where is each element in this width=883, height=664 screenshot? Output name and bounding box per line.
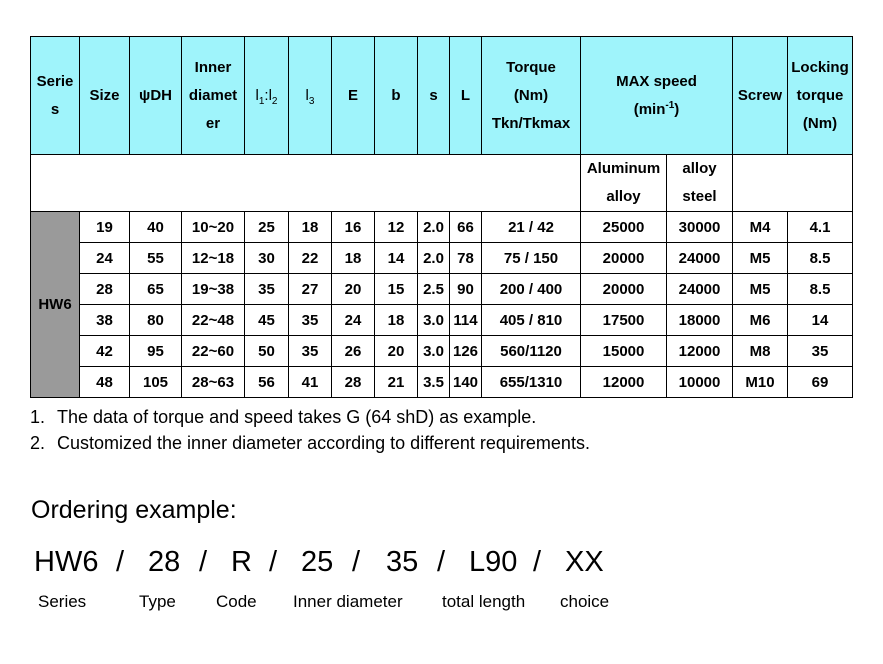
cell-b: 12 xyxy=(375,212,418,243)
cell-dh: 55 xyxy=(130,243,182,274)
cell-torque: 655/1310 xyxy=(482,367,581,398)
cell-dh: 65 xyxy=(130,274,182,305)
cell-locking: 14 xyxy=(788,305,853,336)
subheader-blank-right xyxy=(733,155,853,212)
cell-inner: 22~48 xyxy=(182,305,245,336)
code-slash: / xyxy=(533,546,542,578)
table-row xyxy=(31,274,853,305)
code-series: HW6 xyxy=(34,546,99,578)
cell-dh: 95 xyxy=(130,336,182,367)
cell-dh: 105 xyxy=(130,367,182,398)
cell-s: 2.0 xyxy=(418,243,450,274)
ordering-example-title: Ordering example: xyxy=(31,496,237,524)
cell-l3: 35 xyxy=(289,305,332,336)
cell-e: 16 xyxy=(332,212,375,243)
cell-s: 2.0 xyxy=(418,212,450,243)
cell-inner: 12~18 xyxy=(182,243,245,274)
cell-l3: 41 xyxy=(289,367,332,398)
cell-torque: 75 / 150 xyxy=(482,243,581,274)
cell-locking: 4.1 xyxy=(788,212,853,243)
cell-steel: 10000 xyxy=(667,367,733,398)
cell-b: 18 xyxy=(375,305,418,336)
cell-steel: 12000 xyxy=(667,336,733,367)
cell-size: 28 xyxy=(80,274,130,305)
header-b: b xyxy=(375,37,418,155)
cell-torque: 405 / 810 xyxy=(482,305,581,336)
note-1: 1. The data of torque and speed takes G (64 shD) as example. xyxy=(30,407,537,427)
cell-locking: 35 xyxy=(788,336,853,367)
label-choice: choice xyxy=(560,592,610,611)
code-slash: / xyxy=(437,546,446,578)
table-header-row xyxy=(31,37,853,155)
cell-l3: 18 xyxy=(289,212,332,243)
subheader-alloy-steel: alloy steel xyxy=(667,155,733,212)
table-row xyxy=(31,367,853,398)
cell-inner: 19~38 xyxy=(182,274,245,305)
label-total-length: total length xyxy=(442,592,526,611)
cell-b: 21 xyxy=(375,367,418,398)
cell-s: 3.0 xyxy=(418,336,450,367)
cell-steel: 24000 xyxy=(667,274,733,305)
header-s: s xyxy=(418,37,450,155)
cell-l: 90 xyxy=(450,274,482,305)
cell-screw: M4 xyxy=(733,212,788,243)
cell-steel: 24000 xyxy=(667,243,733,274)
cell-e: 28 xyxy=(332,367,375,398)
cell-s: 3.0 xyxy=(418,305,450,336)
cell-size: 19 xyxy=(80,212,130,243)
header-series: Serie s xyxy=(31,37,80,155)
cell-screw: M5 xyxy=(733,243,788,274)
cell-alu: 20000 xyxy=(581,274,667,305)
cell-l3: 35 xyxy=(289,336,332,367)
cell-screw: M8 xyxy=(733,336,788,367)
label-inner-diameter: Inner diameter xyxy=(293,592,403,611)
code-type: 28 xyxy=(148,546,181,578)
cell-inner: 22~60 xyxy=(182,336,245,367)
header-max-speed: MAX speed $(\min^{-1})$ xyxy=(581,37,733,155)
cell-b: 15 xyxy=(375,274,418,305)
subheader-aluminum-alloy: Aluminum alloy xyxy=(581,155,667,212)
cell-b: 20 xyxy=(375,336,418,367)
subheader-blank xyxy=(31,155,581,212)
cell-screw: M10 xyxy=(733,367,788,398)
header-size: Size xyxy=(80,37,130,155)
cell-alu: 20000 xyxy=(581,243,667,274)
cell-inner: 10~20 xyxy=(182,212,245,243)
cell-size: 38 xyxy=(80,305,130,336)
cell-locking: 69 xyxy=(788,367,853,398)
cell-l1l2: 25 xyxy=(245,212,289,243)
table-row xyxy=(31,212,853,243)
cell-e: 26 xyxy=(332,336,375,367)
cell-b: 14 xyxy=(375,243,418,274)
header-dh: ψDH xyxy=(130,37,182,155)
code-total-length-value: 35 xyxy=(386,546,419,578)
table-body xyxy=(31,212,853,398)
label-code: Code xyxy=(216,592,257,611)
cell-l1l2: 50 xyxy=(245,336,289,367)
cell-screw: M6 xyxy=(733,305,788,336)
cell-l: 66 xyxy=(450,212,482,243)
code-slash: / xyxy=(116,546,125,578)
code-slash: / xyxy=(269,546,278,578)
header-e: E xyxy=(332,37,375,155)
cell-s: 2.5 xyxy=(418,274,450,305)
cell-alu: 17500 xyxy=(581,305,667,336)
label-series: Series xyxy=(38,592,87,611)
cell-e: 18 xyxy=(332,243,375,274)
cell-steel: 30000 xyxy=(667,212,733,243)
cell-l: 140 xyxy=(450,367,482,398)
table-row xyxy=(31,305,853,336)
table-row xyxy=(31,243,853,274)
header-l1-l2: $l_1:l_2$ xyxy=(245,37,289,155)
cell-l1l2: 35 xyxy=(245,274,289,305)
cell-l: 114 xyxy=(450,305,482,336)
cell-alu: 25000 xyxy=(581,212,667,243)
note-2: 2. Customized the inner diameter according to different requirements. xyxy=(30,433,590,453)
header-screw: Screw xyxy=(733,37,788,155)
cell-alu: 12000 xyxy=(581,367,667,398)
header-l: L xyxy=(450,37,482,155)
code-code: R xyxy=(231,546,252,578)
cell-steel: 18000 xyxy=(667,305,733,336)
series-cell: HW6 xyxy=(31,212,80,398)
label-type: Type xyxy=(139,592,176,611)
cell-l: 78 xyxy=(450,243,482,274)
code-slash: / xyxy=(352,546,361,578)
code-total-length: L90 xyxy=(469,546,518,578)
cell-alu: 15000 xyxy=(581,336,667,367)
specification-table xyxy=(30,36,853,398)
header-inner-diameter: Inner diamet er xyxy=(182,37,245,155)
cell-l3: 27 xyxy=(289,274,332,305)
cell-l3: 22 xyxy=(289,243,332,274)
notes xyxy=(30,404,590,456)
cell-l1l2: 56 xyxy=(245,367,289,398)
cell-e: 24 xyxy=(332,305,375,336)
cell-screw: M5 xyxy=(733,274,788,305)
cell-dh: 40 xyxy=(130,212,182,243)
cell-s: 3.5 xyxy=(418,367,450,398)
cell-torque: 21 / 42 xyxy=(482,212,581,243)
cell-size: 24 xyxy=(80,243,130,274)
cell-e: 20 xyxy=(332,274,375,305)
header-l3: $l_3$ xyxy=(289,37,332,155)
cell-torque: 560/1120 xyxy=(482,336,581,367)
code-slash: / xyxy=(199,546,208,578)
cell-dh: 80 xyxy=(130,305,182,336)
cell-size: 48 xyxy=(80,367,130,398)
cell-l1l2: 45 xyxy=(245,305,289,336)
code-choice: XX xyxy=(565,546,604,578)
cell-locking: 8.5 xyxy=(788,274,853,305)
cell-l1l2: 30 xyxy=(245,243,289,274)
cell-size: 42 xyxy=(80,336,130,367)
header-locking-torque: Locking torque (Nm) xyxy=(788,37,853,155)
cell-locking: 8.5 xyxy=(788,243,853,274)
code-inner-diameter: 25 xyxy=(301,546,334,578)
cell-l: 126 xyxy=(450,336,482,367)
header-torque: Torque (Nm) Tkn/Tkmax xyxy=(482,37,581,155)
cell-torque: 200 / 400 xyxy=(482,274,581,305)
table-subheader-row xyxy=(31,155,853,212)
table-row xyxy=(31,336,853,367)
cell-inner: 28~63 xyxy=(182,367,245,398)
